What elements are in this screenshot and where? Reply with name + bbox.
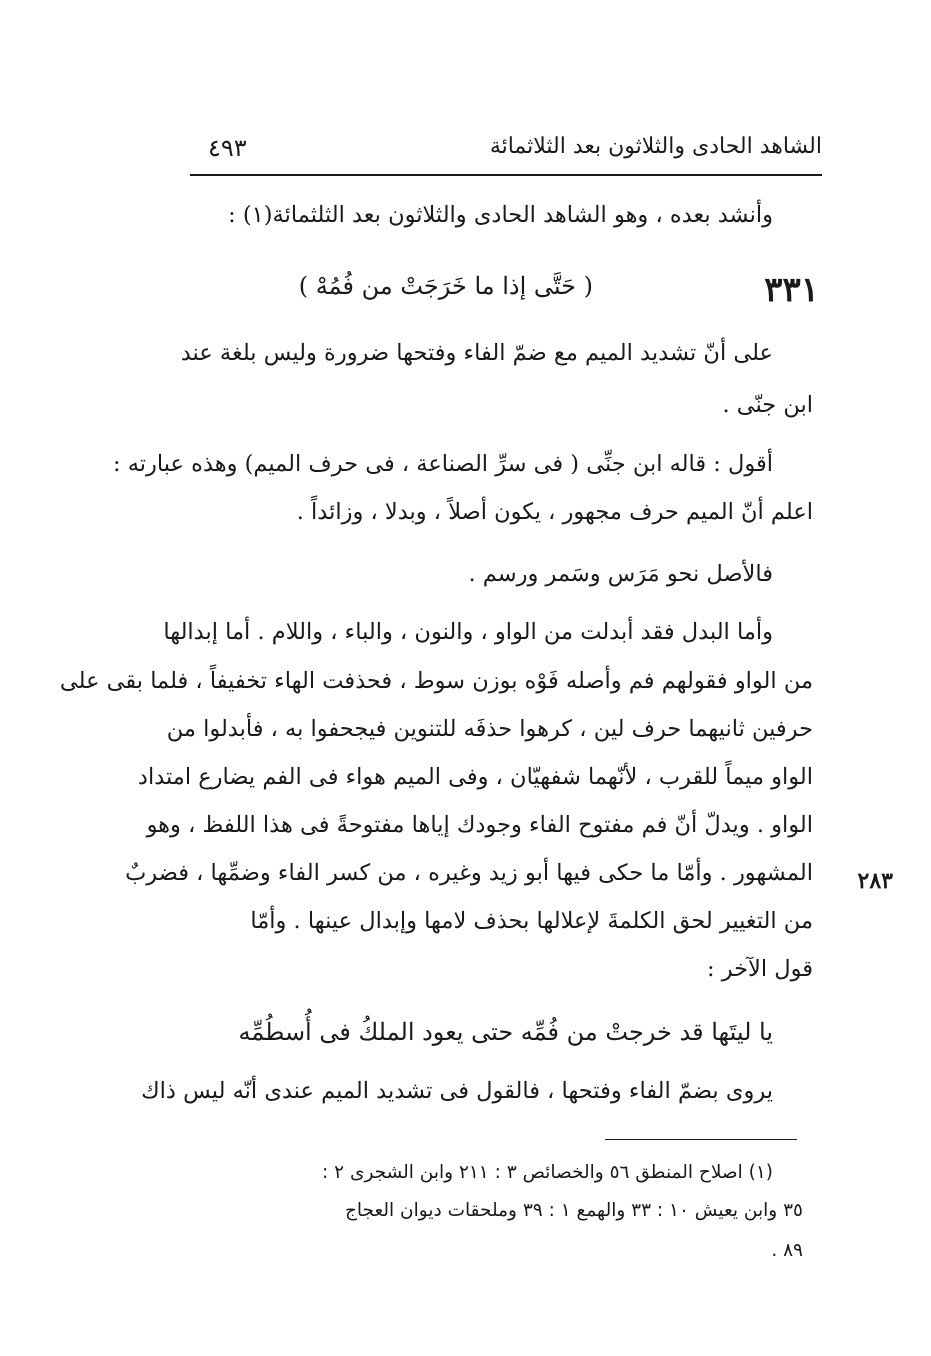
witness-number: ٣٣١ [764, 270, 819, 310]
witness-verse: ( حَتَّى إذا ما خَرَجَتْ من فُمُهْ ) [298, 272, 593, 300]
body-line-15: يروى بضمّ الفاء وفتحها ، فالقول فى تشديد الميم عندى أنّه ليس ذاك [141, 1078, 773, 1104]
margin-number: ٢٨٣ [857, 868, 893, 894]
body-line-5: فالأصل نحو مَرَس وسَمر ورسم . [468, 561, 773, 587]
quoted-verse: يا ليتَها قد خرجتْ من فُمِّه حتى يعود الملكُ فى أُسطُمِّه [238, 1018, 773, 1046]
footnote-line-3: ٨٩ . [771, 1240, 803, 1261]
body-line-2: ابن جنّى . [722, 392, 813, 418]
header-rule [190, 174, 822, 176]
body-line-11: المشهور . وأمّا ما حكى فيها أبو زيد وغيره ، من كسر الفاء وضمِّها ، فضربٌ [125, 860, 813, 886]
body-line-6: وأما البدل فقد أبدلت من الواو ، والنون ، والباء ، واللام . أما إبدالها [163, 619, 773, 645]
body-line-3: أقول : قاله ابن جنِّى ( فى سرِّ الصناعة ، فى حرف الميم) وهذه عبارته : [112, 451, 773, 477]
body-line-4: اعلم أنّ الميم حرف مجهور ، يكون أصلاً ، وبدلا ، وزائداً . [296, 499, 813, 525]
body-line-12: من التغيير لحق الكلمةَ لإعلالها بحذف لامها وإبدال عينها . وأمّا [250, 908, 813, 934]
running-head [190, 134, 822, 174]
body-line-8: حرفين ثانيهما حرف لين ، كرهوا حذفَه للتنوين فيجحفوا به ، فأبدلوا من [166, 716, 813, 742]
intro-line: وأنشد بعده ، وهو الشاهد الحادى والثلاثون بعد الثلثمائة(١) : [228, 202, 773, 228]
body-line-1: على أنّ تشديد الميم مع ضمّ الفاء وفتحها ضرورة وليس بلغة عند [180, 340, 773, 366]
footnote-line-1: (١) اصلاح المنطق ٥٦ والخصائص ٣ : ٢١١ وابن الشجرى ٢ : [322, 1162, 773, 1183]
page-number: ٤٩٣ [208, 134, 247, 162]
body-line-10: الواو . ويدلّ أنّ فم مفتوح الفاء وجودك إياها مفتوحةً فى هذا اللفظ ، وهو [146, 812, 813, 838]
footnote-line-2: ٣٥ وابن يعيش ١٠ : ٣٣ والهمع ١ : ٣٩ وملحقات ديوان العجاج [344, 1200, 803, 1221]
body-line-13: قول الآخر : [706, 956, 813, 982]
body-line-9: الواو ميماً للقرب ، لأنّهما شفهيّان ، وفى الميم هواء فى الفم يضارع امتداد [137, 764, 813, 790]
running-title: الشاهد الحادى والثلاثون بعد الثلاثمائة [489, 134, 822, 159]
footnote-rule [605, 1139, 797, 1140]
body-line-7: من الواو فقولهم فم وأصله فَوْه بوزن سوط ، فحذفت الهاء تخفيفاً ، فلما بقى على [59, 668, 813, 694]
